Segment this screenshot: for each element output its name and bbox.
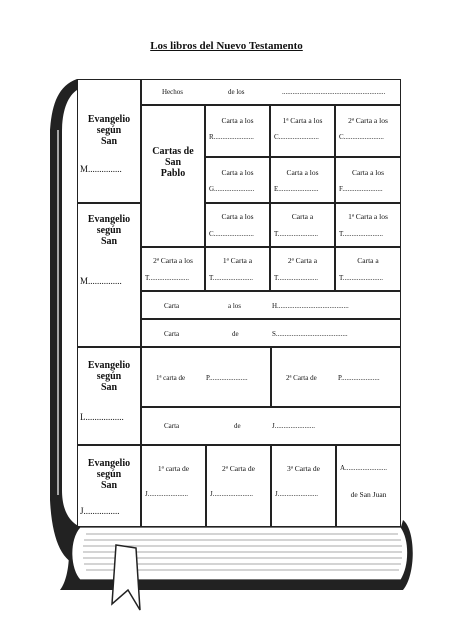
- letter-cell: [335, 247, 401, 291]
- santiago-row: [141, 319, 401, 347]
- blank-juan: J................: [80, 506, 120, 516]
- hebreos-a-los: a los: [228, 302, 242, 310]
- letter-blank: E.......................: [274, 185, 319, 193]
- letter-blank: T.......................: [274, 230, 319, 238]
- evangelio-line: San: [100, 236, 118, 247]
- letter-blank: G.......................: [209, 185, 255, 193]
- letter-title: 2ª Carta a: [287, 256, 318, 265]
- juan-1-title: 1ª carta de: [157, 464, 190, 473]
- letter-title: Carta a: [291, 212, 314, 221]
- juan-2-blank: J.......................: [210, 490, 253, 498]
- apocalipsis-blank: A........................: [340, 464, 388, 472]
- judas-row: [141, 407, 401, 445]
- letter-blank: R.......................: [209, 133, 254, 141]
- letter-blank: T.......................: [209, 274, 254, 282]
- letter-title: Carta a: [357, 256, 379, 265]
- evangelio-line: San: [100, 136, 118, 147]
- letter-cell: [270, 157, 335, 203]
- letter-blank: C.......................: [274, 133, 319, 141]
- letter-title: 2ª Carta a los: [348, 116, 388, 125]
- pedro-2-title: 2ª Carta de: [286, 374, 317, 382]
- pedro-1-title: 1ª carta de: [156, 374, 186, 382]
- hechos-de-los: de los: [228, 88, 245, 96]
- letter-blank: C.......................: [209, 230, 254, 238]
- pablo-line: San: [164, 157, 182, 168]
- letter-cell: [270, 203, 335, 247]
- letter-cell: [205, 247, 270, 291]
- letter-blank: F.......................: [339, 185, 383, 193]
- evangelio-lucas: [77, 347, 141, 445]
- letter-cell: [270, 247, 335, 291]
- hechos-row: [141, 79, 401, 105]
- blank-lucas: L.................: [80, 412, 124, 422]
- letter-title: 1ª Carta a: [222, 256, 253, 265]
- letter-cell: [270, 105, 335, 157]
- juan-2-title: 2ª Carta de: [222, 464, 255, 473]
- letter-title: 2ª Carta a los: [153, 256, 193, 265]
- cartas-pablo: [141, 105, 205, 247]
- evangelio-line: Evangelio: [87, 214, 131, 225]
- letter-title: Carta a los: [286, 168, 319, 177]
- evangelio-line: San: [100, 480, 118, 491]
- pablo-line: Pablo: [160, 168, 186, 179]
- letter-title: Carta a los: [221, 116, 254, 125]
- hebreos-carta: Carta: [164, 302, 180, 310]
- juan-1-blank: J.......................: [145, 490, 188, 498]
- judas-de: de: [234, 422, 241, 430]
- evangelio-line: según: [96, 125, 122, 136]
- letter-blank: T.......................: [339, 274, 384, 282]
- letter-blank: T.......................: [274, 274, 319, 282]
- evangelio-mateo: [77, 79, 141, 203]
- evangelio-juan: [77, 445, 141, 527]
- judas-blank: J.......................: [272, 422, 315, 430]
- evangelio-line: Evangelio: [87, 360, 131, 371]
- books-table: [77, 79, 401, 527]
- evangelio-marcos: [77, 203, 141, 347]
- juan-1-cell: [141, 445, 206, 527]
- apocalipsis-subtitle: de San Juan: [350, 490, 387, 499]
- letter-blank: T.......................: [145, 274, 190, 282]
- letter-blank: C.......................: [339, 133, 384, 141]
- evangelio-line: San: [100, 382, 118, 393]
- pedro-2-cell: [271, 347, 401, 407]
- letter-title: 1ª Carta a los: [282, 116, 323, 125]
- letter-cell: [335, 157, 401, 203]
- apocalipsis-cell: [336, 445, 401, 527]
- letter-title: Carta a los: [221, 168, 254, 177]
- letter-cell: [335, 105, 401, 157]
- hechos-label: Hechos: [162, 88, 183, 96]
- evangelio-line: según: [96, 371, 122, 382]
- evangelio-line: Evangelio: [87, 114, 131, 125]
- juan-3-cell: [271, 445, 336, 527]
- evangelio-line: según: [96, 469, 122, 480]
- pedro-1-cell: [141, 347, 271, 407]
- juan-3-title: 3ª Carta de: [287, 464, 320, 473]
- letter-blank: T.......................: [339, 230, 384, 238]
- hechos-blank: ...........................................................: [282, 88, 386, 96]
- blank-marcos: M...............: [80, 276, 122, 286]
- letter-cell: [141, 247, 205, 291]
- letter-cell: [205, 203, 270, 247]
- letter-title: 1ª Carta a los: [348, 212, 388, 221]
- santiago-de: de: [232, 330, 239, 338]
- hebreos-row: [141, 291, 401, 319]
- page-title: Los libros del Nuevo Testamento: [150, 40, 303, 52]
- santiago-carta: Carta: [164, 330, 180, 338]
- pedro-1-blank: P......................: [206, 374, 248, 382]
- juan-3-blank: J.......................: [275, 490, 318, 498]
- pedro-2-blank: P......................: [338, 374, 380, 382]
- evangelio-line: según: [96, 225, 122, 236]
- blank-mateo: M...............: [80, 164, 122, 174]
- letter-cell: [205, 157, 270, 203]
- letter-title: Carta a los: [221, 212, 254, 221]
- letter-cell: [205, 105, 270, 157]
- letter-title: Carta a los: [351, 168, 385, 177]
- juan-2-cell: [206, 445, 271, 527]
- evangelio-line: Evangelio: [87, 458, 131, 469]
- evangelio-title: [78, 114, 140, 147]
- santiago-blank: S.........................................: [272, 330, 348, 338]
- judas-carta: Carta: [164, 422, 180, 430]
- hebreos-blank: H.........................................: [272, 302, 349, 310]
- pablo-line: Cartas de: [152, 146, 194, 157]
- letter-cell: [335, 203, 401, 247]
